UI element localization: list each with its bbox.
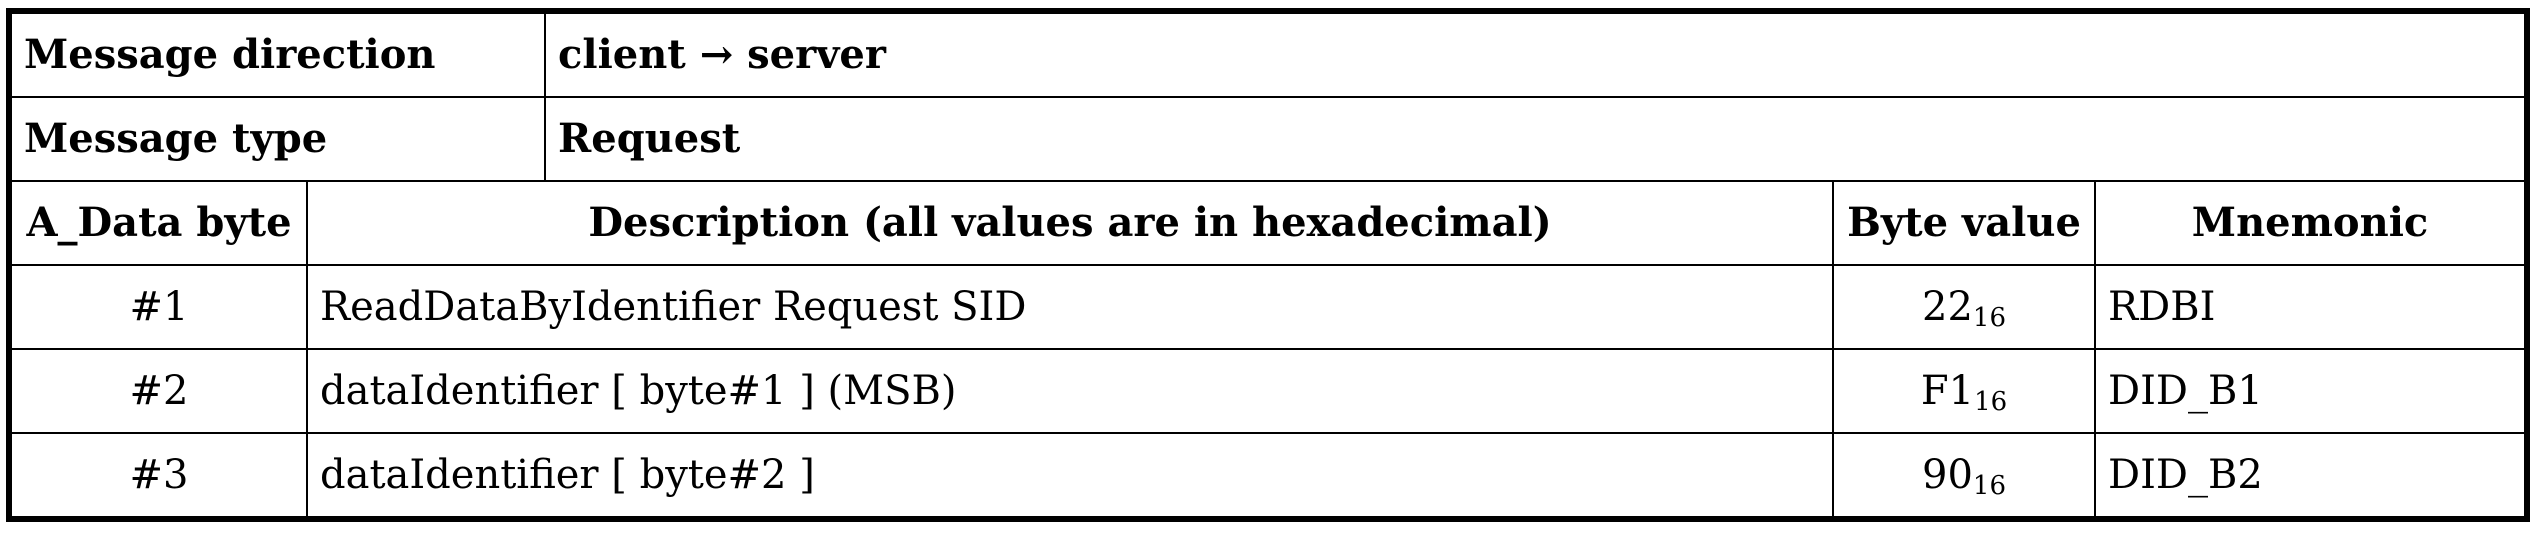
a-data-byte-cell: #3 [9,433,307,519]
byte-value-cell [1833,349,2095,433]
mnemonic-cell: DID_B2 [2095,433,2527,519]
byte-value: F1 [1920,368,1975,414]
mnemonic-cell: RDBI [2095,265,2527,349]
column-header-byte-value: Byte value [1833,181,2095,265]
byte-value: 22 [1922,284,1973,330]
column-header-mnemonic: Mnemonic [2095,181,2527,265]
a-data-byte-cell: #1 [9,265,307,349]
byte-value-cell [1833,433,2095,519]
message-type-value: Request [545,97,2527,181]
column-header-description: Description (all values are in hexadecimal) [307,181,1833,265]
message-direction-value: client → server [545,11,2527,97]
number-base: 16 [1972,471,2007,501]
description-cell: dataIdentifier [ byte#1 ] (MSB) [307,349,1833,433]
a-data-byte-cell: #2 [9,349,307,433]
number-base: 16 [1972,303,2007,333]
table-row [9,433,2527,519]
message-direction-row [9,11,2527,97]
mnemonic-cell: DID_B1 [2095,349,2527,433]
description-cell: ReadDataByIdentifier Request SID [307,265,1833,349]
message-type-label: Message type [9,97,545,181]
message-table [6,8,2530,522]
table-row [9,349,2527,433]
byte-value: 90 [1922,452,1973,498]
column-header-a-data-byte: A_Data byte [9,181,307,265]
number-base: 16 [1974,387,2008,417]
message-type-row [9,97,2527,181]
byte-value-cell [1833,265,2095,349]
description-cell: dataIdentifier [ byte#2 ] [307,433,1833,519]
table-row [9,265,2527,349]
column-header-row [9,181,2527,265]
message-direction-label: Message direction [9,11,545,97]
